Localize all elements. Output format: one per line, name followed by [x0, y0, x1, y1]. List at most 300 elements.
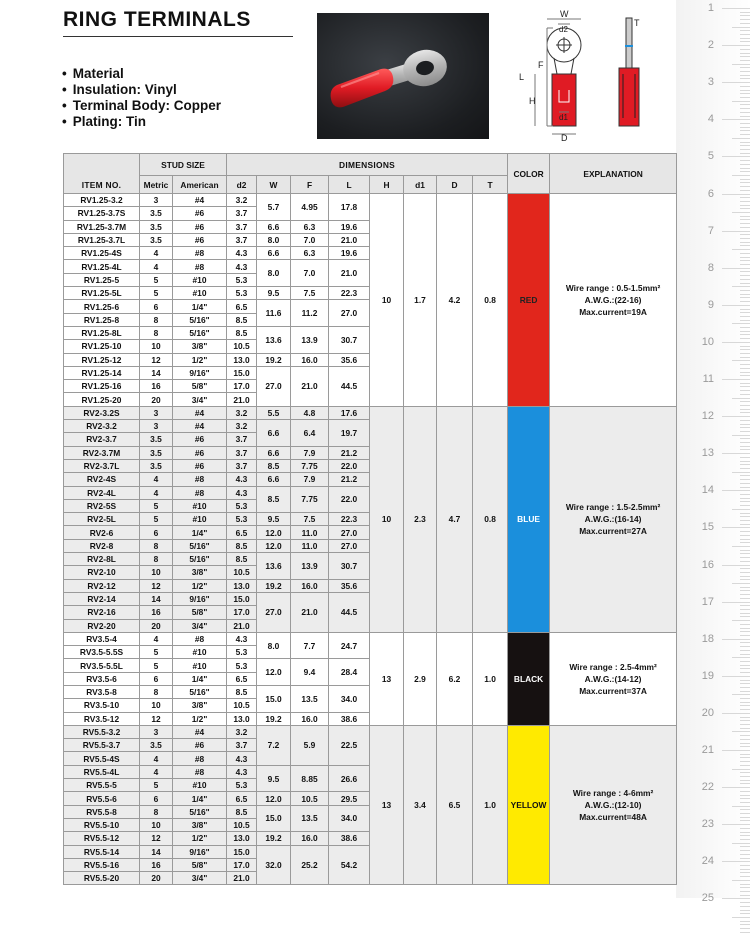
dim-label-d: D: [561, 133, 568, 143]
metric-cell: 8: [140, 313, 173, 326]
d2-cell: 13.0: [227, 579, 257, 592]
metric-cell: 6: [140, 300, 173, 313]
dim-label-d2: d2: [559, 25, 568, 34]
ruler-tick: [740, 264, 750, 265]
metric-cell: 5: [140, 287, 173, 300]
dim-l-cell: 27.0: [329, 300, 370, 327]
ruler-tick: [740, 424, 750, 425]
ruler-tick: [740, 765, 750, 766]
metric-cell: 14: [140, 366, 173, 379]
dim-f-cell: 7.9: [291, 473, 329, 486]
american-cell: #8: [173, 765, 227, 778]
ruler-tick: [740, 127, 750, 128]
ruler-tick: [740, 227, 750, 228]
explanation-line: Wire range : 2.5-4mm²: [569, 661, 657, 672]
header-metric: Metric: [140, 176, 173, 194]
d2-cell: 6.5: [227, 300, 257, 313]
ruler-tick: [740, 431, 750, 432]
ruler-number: 21: [701, 744, 714, 756]
ruler-tick: [740, 216, 750, 217]
item-no-cell: RV3.5-12: [64, 712, 140, 725]
d2-cell: 8.5: [227, 553, 257, 566]
dim-w-cell: 8.0: [257, 233, 291, 246]
ruler-tick: [740, 145, 750, 146]
ruler-tick: [732, 398, 750, 399]
dim-d1-cell: 2.3: [404, 406, 437, 632]
ruler-tick: [740, 891, 750, 892]
ruler-tick: [740, 872, 750, 873]
dim-w-cell: 19.2: [257, 712, 291, 725]
ruler-tick: [740, 364, 750, 365]
metric-cell: 6: [140, 792, 173, 805]
ruler-tick: [722, 602, 750, 603]
ruler-tick: [722, 82, 750, 83]
american-cell: #8: [173, 486, 227, 499]
ruler-tick: [740, 854, 750, 855]
ruler-tick: [722, 639, 750, 640]
ruler-tick: [722, 527, 750, 528]
ruler-tick: [740, 609, 750, 610]
dim-w-cell: 7.2: [257, 725, 291, 765]
dim-w-cell: 13.6: [257, 553, 291, 580]
dim-l-cell: 29.5: [329, 792, 370, 805]
page-title: RING TERMINALS: [63, 8, 251, 31]
american-cell: 1/4": [173, 792, 227, 805]
ruler-tick: [740, 320, 750, 321]
metric-cell: 4: [140, 632, 173, 645]
ruler-tick: [740, 153, 750, 154]
dim-l-cell: 21.2: [329, 446, 370, 459]
dim-f-cell: 9.4: [291, 659, 329, 686]
ruler-number: 4: [707, 113, 714, 126]
ruler-tick: [732, 323, 750, 324]
dim-l-cell: 44.5: [329, 592, 370, 632]
ruler-tick: [732, 138, 750, 139]
dim-label-l: L: [519, 72, 525, 82]
item-no-cell: RV1.25-20: [64, 393, 140, 406]
ruler-number: 6: [707, 187, 714, 200]
american-cell: 3/8": [173, 699, 227, 712]
ruler-tick: [740, 605, 750, 606]
dim-t-cell: 1.0: [473, 725, 508, 885]
metric-cell: 8: [140, 553, 173, 566]
ruler-tick: [732, 435, 750, 436]
ruler-tick: [740, 130, 750, 131]
metric-cell: 16: [140, 606, 173, 619]
metric-cell: 4: [140, 260, 173, 273]
item-no-cell: RV3.5-5.5L: [64, 659, 140, 672]
metric-cell: 20: [140, 393, 173, 406]
d2-cell: 3.7: [227, 233, 257, 246]
d2-cell: 21.0: [227, 872, 257, 885]
dim-l-cell: 22.3: [329, 287, 370, 300]
explanation-cell: [550, 725, 677, 885]
ruler-tick: [740, 483, 750, 484]
ruler-tick: [740, 205, 750, 206]
dim-d-cell: 6.5: [437, 725, 473, 885]
american-cell: #10: [173, 273, 227, 286]
ruler-tick: [722, 453, 750, 454]
item-no-cell: RV2-20: [64, 619, 140, 632]
item-no-cell: RV2-6: [64, 526, 140, 539]
dim-f-cell: 7.0: [291, 260, 329, 287]
metric-cell: 4: [140, 473, 173, 486]
ruler-tick: [740, 776, 750, 777]
dim-w-cell: 32.0: [257, 845, 291, 885]
american-cell: 5/16": [173, 805, 227, 818]
d2-cell: 8.5: [227, 539, 257, 552]
metric-cell: 3.5: [140, 207, 173, 220]
ruler-number: 10: [701, 335, 714, 348]
metric-cell: 20: [140, 619, 173, 632]
ruler-tick: [740, 179, 750, 180]
d2-cell: 13.0: [227, 353, 257, 366]
ruler-tick: [740, 542, 750, 543]
ruler-number: 14: [701, 484, 714, 497]
dim-label-h: H: [529, 96, 536, 106]
ruler-tick: [740, 487, 750, 488]
metric-cell: 3: [140, 194, 173, 207]
metric-cell: 3.5: [140, 739, 173, 752]
metric-cell: 3.5: [140, 433, 173, 446]
dim-w-cell: 6.6: [257, 446, 291, 459]
dim-w-cell: 12.0: [257, 659, 291, 686]
header-explanation: EXPLANATION: [550, 154, 677, 194]
ruler-tick: [740, 680, 750, 681]
ruler-tick: [740, 78, 750, 79]
item-no-cell: RV2-12: [64, 579, 140, 592]
metric-cell: 4: [140, 765, 173, 778]
item-no-cell: RV2-3.7: [64, 433, 140, 446]
ruler-tick: [740, 353, 750, 354]
spec-list: [62, 66, 221, 130]
d2-cell: 10.5: [227, 566, 257, 579]
ruler-tick: [740, 906, 750, 907]
american-cell: #4: [173, 725, 227, 738]
metric-cell: 5: [140, 499, 173, 512]
ruler-tick: [740, 279, 750, 280]
d2-cell: 5.3: [227, 499, 257, 512]
ruler-tick: [740, 316, 750, 317]
ruler-tick: [740, 338, 750, 339]
d2-cell: 13.0: [227, 712, 257, 725]
dim-l-cell: 27.0: [329, 539, 370, 552]
ruler-tick: [732, 360, 750, 361]
dim-w-cell: 8.0: [257, 260, 291, 287]
dim-d1-cell: 3.4: [404, 725, 437, 885]
american-cell: 1/2": [173, 832, 227, 845]
ruler-tick: [732, 286, 750, 287]
item-no-cell: RV1.25-8L: [64, 326, 140, 339]
ruler-tick: [740, 798, 750, 799]
explanation-line: Wire range : 4-6mm²: [572, 788, 654, 799]
dim-d1-cell: 1.7: [404, 194, 437, 407]
dim-f-cell: 16.0: [291, 712, 329, 725]
item-no-cell: RV1.25-12: [64, 353, 140, 366]
american-cell: 1/2": [173, 353, 227, 366]
ruler-tick: [740, 457, 750, 458]
d2-cell: 8.5: [227, 326, 257, 339]
ruler-tick: [732, 731, 750, 732]
ruler-tick: [732, 806, 750, 807]
ruler-tick: [740, 579, 750, 580]
dim-f-cell: 13.9: [291, 326, 329, 353]
ruler-tick: [740, 275, 750, 276]
item-no-cell: RV5.5-4L: [64, 765, 140, 778]
american-cell: #10: [173, 287, 227, 300]
dim-f-cell: 13.5: [291, 685, 329, 712]
ruler-tick: [740, 464, 750, 465]
metric-cell: 12: [140, 832, 173, 845]
ruler-tick: [740, 349, 750, 350]
ruler-tick: [740, 56, 750, 57]
american-cell: #6: [173, 207, 227, 220]
ruler-tick: [740, 921, 750, 922]
ruler-tick: [740, 817, 750, 818]
ruler-tick: [732, 101, 750, 102]
item-no-cell: RV1.25-5L: [64, 287, 140, 300]
ruler-tick: [732, 472, 750, 473]
title-divider: [63, 36, 293, 37]
ruler-tick: [740, 913, 750, 914]
metric-cell: 3: [140, 406, 173, 419]
spec-table: [63, 153, 677, 885]
ruler-tick: [740, 112, 750, 113]
item-no-cell: RV1.25-8: [64, 313, 140, 326]
dim-f-cell: 6.3: [291, 247, 329, 260]
d2-cell: 21.0: [227, 393, 257, 406]
d2-cell: 8.5: [227, 685, 257, 698]
explanation-cell: [550, 406, 677, 632]
dim-f-cell: 10.5: [291, 792, 329, 805]
item-no-cell: RV2-3.7L: [64, 459, 140, 472]
item-no-cell: RV5.5-3.2: [64, 725, 140, 738]
ruler-tick: [740, 661, 750, 662]
d2-cell: 4.3: [227, 765, 257, 778]
d2-cell: 3.7: [227, 220, 257, 233]
american-cell: #8: [173, 752, 227, 765]
metric-cell: 6: [140, 526, 173, 539]
item-no-cell: RV5.5-16: [64, 858, 140, 871]
ruler-tick: [740, 182, 750, 183]
ruler-tick: [732, 583, 750, 584]
dim-w-cell: 5.5: [257, 406, 291, 419]
ruler-tick: [740, 479, 750, 480]
ruler-tick: [722, 8, 750, 9]
dim-f-cell: 7.9: [291, 446, 329, 459]
ruler-tick: [740, 494, 750, 495]
item-no-cell: RV2-5L: [64, 513, 140, 526]
d2-cell: 21.0: [227, 619, 257, 632]
header-color: COLOR: [508, 154, 550, 194]
dim-l-cell: 44.5: [329, 366, 370, 406]
ruler-tick: [740, 297, 750, 298]
ruler-tick: [740, 728, 750, 729]
explanation-line: A.W.G.:(12-10): [584, 800, 642, 811]
dim-d-cell: 4.7: [437, 406, 473, 632]
metric-cell: 4: [140, 486, 173, 499]
d2-cell: 13.0: [227, 832, 257, 845]
american-cell: 9/16": [173, 592, 227, 605]
d2-cell: 8.5: [227, 805, 257, 818]
ruler-tick: [740, 887, 750, 888]
d2-cell: 4.3: [227, 632, 257, 645]
dim-w-cell: 12.0: [257, 539, 291, 552]
metric-cell: 12: [140, 353, 173, 366]
ruler-number: 2: [707, 39, 714, 52]
ruler-number: 15: [701, 521, 714, 534]
ruler-tick: [740, 383, 750, 384]
metric-cell: 16: [140, 380, 173, 393]
dim-f-cell: 5.9: [291, 725, 329, 765]
metric-cell: 3: [140, 725, 173, 738]
dim-l-cell: 21.0: [329, 260, 370, 287]
item-no-cell: RV5.5-20: [64, 872, 140, 885]
dim-w-cell: 5.7: [257, 194, 291, 221]
dim-h-cell: 13: [370, 725, 404, 885]
table-row: [64, 725, 677, 738]
ruler-number: 1: [707, 2, 714, 14]
d2-cell: 17.0: [227, 606, 257, 619]
ruler-tick: [740, 34, 750, 35]
dim-l-cell: 19.6: [329, 220, 370, 233]
ruler-tick: [740, 294, 750, 295]
metric-cell: 4: [140, 752, 173, 765]
ruler-tick: [740, 420, 750, 421]
item-no-cell: RV3.5-4: [64, 632, 140, 645]
ruler-tick: [740, 687, 750, 688]
american-cell: #10: [173, 499, 227, 512]
metric-cell: 3.5: [140, 446, 173, 459]
ruler-number: 24: [701, 855, 714, 868]
ruler-tick: [740, 561, 750, 562]
ruler-tick: [740, 568, 750, 569]
ruler-tick: [722, 676, 750, 677]
dimension-diagram: [515, 8, 645, 144]
ruler-tick: [740, 386, 750, 387]
ruler-tick: [732, 769, 750, 770]
american-cell: 1/4": [173, 672, 227, 685]
dim-f-cell: 4.95: [291, 194, 329, 221]
dim-h-cell: 13: [370, 632, 404, 725]
item-no-cell: RV1.25-4S: [64, 247, 140, 260]
explanation-line: Max.current=19A: [579, 306, 647, 317]
ruler-tick: [740, 19, 750, 20]
dim-f-cell: 7.5: [291, 287, 329, 300]
d2-cell: 5.3: [227, 273, 257, 286]
ruler-tick: [740, 550, 750, 551]
ruler-tick: [722, 305, 750, 306]
dim-l-cell: 34.0: [329, 685, 370, 712]
dim-d-cell: 6.2: [437, 632, 473, 725]
ruler-tick: [740, 702, 750, 703]
dim-w-cell: 12.0: [257, 792, 291, 805]
dim-w-cell: 19.2: [257, 832, 291, 845]
dim-w-cell: 19.2: [257, 579, 291, 592]
metric-cell: 5: [140, 659, 173, 672]
explanation-line: Wire range : 1.5-2.5mm²: [565, 502, 661, 513]
ruler-tick: [740, 412, 750, 413]
dim-w-cell: 12.0: [257, 526, 291, 539]
ruler-tick: [740, 513, 750, 514]
ruler-tick: [740, 813, 750, 814]
ruler-tick: [732, 843, 750, 844]
d2-cell: 3.7: [227, 739, 257, 752]
ruler-tick: [740, 208, 750, 209]
ruler-tick: [740, 38, 750, 39]
item-no-cell: RV2-10: [64, 566, 140, 579]
header-stud-size: STUD SIZE: [140, 154, 227, 176]
header-f: F: [291, 176, 329, 194]
ruler-tick: [722, 268, 750, 269]
ruler-tick: [732, 880, 750, 881]
ruler-tick: [740, 791, 750, 792]
ruler-tick: [740, 631, 750, 632]
metric-cell: 8: [140, 539, 173, 552]
ruler-tick: [740, 201, 750, 202]
item-no-cell: RV5.5-14: [64, 845, 140, 858]
ruler-tick: [740, 309, 750, 310]
ruler-tick: [722, 231, 750, 232]
dim-w-cell: 8.5: [257, 459, 291, 472]
dim-f-cell: 16.0: [291, 353, 329, 366]
ruler-tick: [740, 67, 750, 68]
spec-item: • Material: [62, 66, 221, 82]
item-no-cell: RV2-4S: [64, 473, 140, 486]
ruler-tick: [740, 405, 750, 406]
ruler-tick: [740, 30, 750, 31]
ruler-number: 18: [701, 632, 714, 645]
american-cell: 5/8": [173, 606, 227, 619]
d2-cell: 10.5: [227, 818, 257, 831]
header-dimensions: DIMENSIONS: [227, 154, 508, 176]
ruler-tick: [740, 257, 750, 258]
ruler-tick: [722, 787, 750, 788]
d2-cell: 6.5: [227, 672, 257, 685]
terminal-drawing: [515, 8, 645, 144]
ruler-tick: [740, 668, 750, 669]
american-cell: #6: [173, 459, 227, 472]
dim-f-cell: 8.85: [291, 765, 329, 792]
d2-cell: 10.5: [227, 340, 257, 353]
ruler-tick: [740, 104, 750, 105]
item-no-cell: RV5.5-4S: [64, 752, 140, 765]
metric-cell: 12: [140, 712, 173, 725]
d2-cell: 6.5: [227, 792, 257, 805]
ruler-tick: [740, 142, 750, 143]
american-cell: 3/4": [173, 872, 227, 885]
ruler-tick: [740, 331, 750, 332]
ruler-tick: [740, 539, 750, 540]
dim-f-cell: 16.0: [291, 579, 329, 592]
ruler-tick: [740, 301, 750, 302]
american-cell: 5/16": [173, 326, 227, 339]
d2-cell: 3.7: [227, 446, 257, 459]
american-cell: #6: [173, 233, 227, 246]
color-swatch: RED: [508, 194, 550, 407]
ruler-tick: [740, 683, 750, 684]
ruler-tick: [740, 401, 750, 402]
ruler-tick: [740, 624, 750, 625]
ruler-tick: [722, 824, 750, 825]
ruler-tick: [740, 557, 750, 558]
d2-cell: 3.7: [227, 459, 257, 472]
d2-cell: 3.7: [227, 207, 257, 220]
dim-l-cell: 22.0: [329, 486, 370, 513]
ruler-number: 11: [702, 373, 714, 385]
ruler-tick: [740, 390, 750, 391]
ruler-tick: [740, 375, 750, 376]
